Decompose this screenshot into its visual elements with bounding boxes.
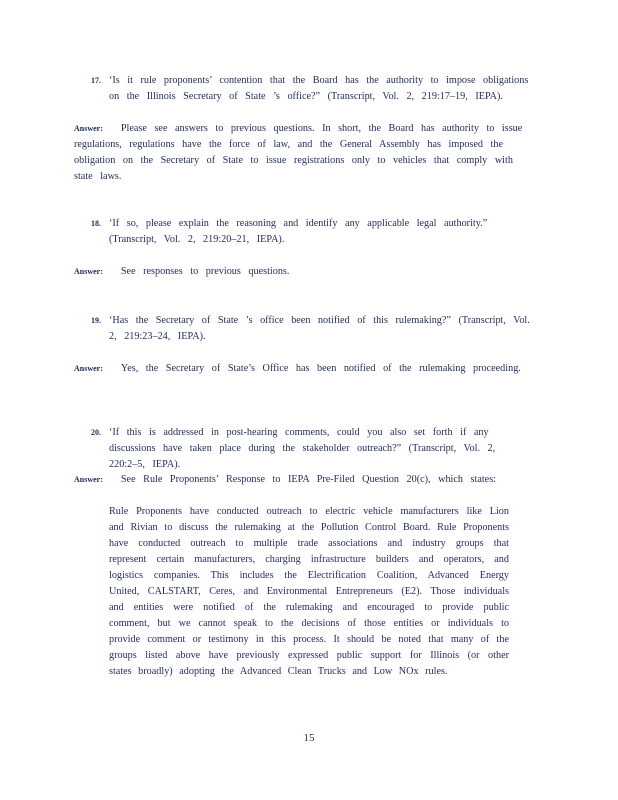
answer-18 [74,264,534,280]
question-text: ‘If so, please explain the reasoning and identify any applicable legal authority.” (Transcript, Vol. 2, 219:20–21, IEPA). [109,218,488,245]
answer-label: Answer: [74,124,103,133]
question-text: ‘Is it rule proponents’ contention that the Board has the authority to impose obligations on the Illinois Secretary of State ’s office?” (Transcript, Vol. 2, 219:17–19, IEPA). [109,75,529,102]
answer-20 [74,472,534,488]
answer-17 [74,121,534,185]
answer-text: Yes, the Secretary of State’s Office has been notified of the rulemaking proceeding. [120,363,521,374]
answer-19 [74,361,534,377]
question-17 [91,73,531,105]
question-20 [91,425,531,473]
question-text: ‘If this is addressed in post-hearing comments, could you also set forth if any discussions have taken place during the stakeholder outreach?” (Transcript, Vol. 2, 220:2–5, IEPA). [109,427,496,470]
question-number: 17. [91,76,101,85]
answer-label: Answer: [74,267,103,276]
answer-label: Answer: [74,475,103,484]
question-number: 18. [91,219,101,228]
question-text: ‘Has the Secretary of State ’s office been notified of this rulemaking?” (Transcript, Vol. 2, 219:23–24, IEPA). [109,315,530,342]
question-number: 19. [91,316,101,325]
answer-text: Please see answers to previous questions. In short, the Board has authority to issue regulations, regulations have the force of law, and the General Assembly has imposed the obligation on the Secretary of State to issue registrations only to vehicles that comply with state laws. [74,123,523,182]
page-number: 15 [303,732,315,744]
answer-text: See Rule Proponents’ Response to IEPA Pre-Filed Question 20(c), which states: [120,474,497,485]
question-number: 20. [91,428,101,437]
question-18 [91,216,531,248]
question-19 [91,313,531,345]
block-quote: Rule Proponents have conducted outreach to electric vehicle manufacturers like Lion and Rivian to discuss the rulemaking at the Pollution Control Board. Rule Proponents have conducted outreach to multiple trade associations and industry groups that represent certain manufacturers, charging infrastructure builders and operators, and logistics companies. This includes the Electrification Coalition, Advanced Energy United, CALSTART, Ceres, and Environmental Entrepreneurs (E2). Those individuals and entities were notified of the rulemaking and encouraged to provide public comment, but we cannot speak to the decisions of those entities or individuals to provide comment or testimony in this process. It should be noted that many of the groups listed above have previously expressed public support for Illinois (or other states broadly) adopting the Advanced Clean Trucks and Low NOx rules. [109,506,509,677]
answer-text: See responses to previous questions. [120,266,290,277]
answer-label: Answer: [74,364,103,373]
